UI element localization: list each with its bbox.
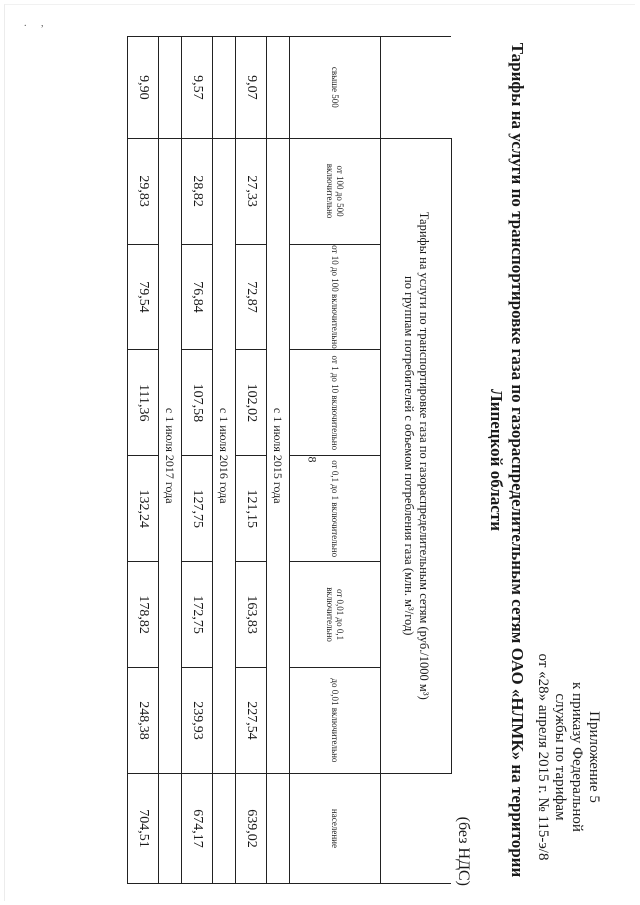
column-header: от 1 до 10 включительно: [290, 350, 381, 456]
value-cell: 639,02: [236, 773, 267, 883]
group-header-line: Тарифы на услуги по транспортировке газа по газораспределительным сетям (руб./1000 м³): [417, 211, 431, 700]
appendix-line: службы по тарифам: [552, 693, 568, 821]
value-cell: 28,82: [182, 138, 213, 244]
gap-cell: [213, 773, 236, 883]
group-header: [381, 138, 452, 773]
column-header: до 0,01 включительно: [290, 668, 381, 774]
header-blank-cell: [381, 37, 452, 139]
column-header: свыше 500: [290, 37, 381, 139]
value-cell: 79,54: [128, 244, 159, 350]
value-cell: 72,87: [236, 244, 267, 350]
value-cell: 163,83: [236, 562, 267, 668]
tariff-table-wrap: [127, 36, 452, 884]
table-row: [128, 37, 159, 884]
period-label: с 1 июля 2016 года: [213, 138, 236, 773]
title-line: Липецкой области: [487, 388, 506, 532]
gap-cell: [267, 773, 290, 883]
column-header: от 0,1 до 1 включительно: [290, 456, 381, 562]
scan-specks: . ,: [24, 18, 50, 29]
value-cell: 29,83: [128, 138, 159, 244]
title-line: Тарифы на услуги по транспортировке газа по газораспределительным сетям ОАО «НЛМК» на территории: [508, 42, 527, 878]
appendix-line: к приказу Федеральной: [569, 682, 585, 832]
header-blank-cell: [381, 773, 452, 883]
document-title: [486, 20, 528, 900]
value-cell: 178,82: [128, 562, 159, 668]
value-cell: 239,93: [182, 668, 213, 774]
value-cell: 227,54: [236, 668, 267, 774]
gap-cell: [159, 37, 182, 139]
table-row: [236, 37, 267, 884]
value-cell: 121,15: [236, 456, 267, 562]
value-cell: 27,33: [236, 138, 267, 244]
column-header: население: [290, 773, 381, 883]
appendix-line: от «28» апреля 2015 г. № 115-э/8: [535, 653, 551, 861]
vat-note: (без НДС): [455, 816, 472, 886]
period-label: с 1 июля 2017 года: [159, 138, 182, 773]
value-cell: 132,24: [128, 456, 159, 562]
value-cell: 9,07: [236, 37, 267, 139]
value-cell: 76,84: [182, 244, 213, 350]
tariff-table: [127, 36, 452, 884]
value-cell: 127,75: [182, 456, 213, 562]
appendix-line: Приложение 5: [586, 711, 602, 803]
gap-cell: [213, 37, 236, 139]
column-header: от 10 до 100 включительно: [290, 244, 381, 350]
value-cell: 107,58: [182, 350, 213, 456]
gap-cell: [267, 37, 290, 139]
page-number: 8: [305, 456, 320, 463]
period-label: с 1 июля 2015 года: [267, 138, 290, 773]
table-row: [182, 37, 213, 884]
value-cell: 111,36: [128, 350, 159, 456]
group-header-line: по группам потребителей с объемом потребления газа (млн. м³/год): [402, 276, 416, 636]
value-cell: 9,90: [128, 37, 159, 139]
value-cell: 172,75: [182, 562, 213, 668]
value-cell: 674,17: [182, 773, 213, 883]
appendix-block: [534, 632, 602, 882]
gap-cell: [159, 773, 182, 883]
value-cell: 248,38: [128, 668, 159, 774]
value-cell: 704,51: [128, 773, 159, 883]
value-cell: 102,02: [236, 350, 267, 456]
value-cell: 9,57: [182, 37, 213, 139]
column-header: от 100 до 500 включительно: [290, 138, 381, 244]
column-header: от 0,01 до 0,1 включительно: [290, 562, 381, 668]
